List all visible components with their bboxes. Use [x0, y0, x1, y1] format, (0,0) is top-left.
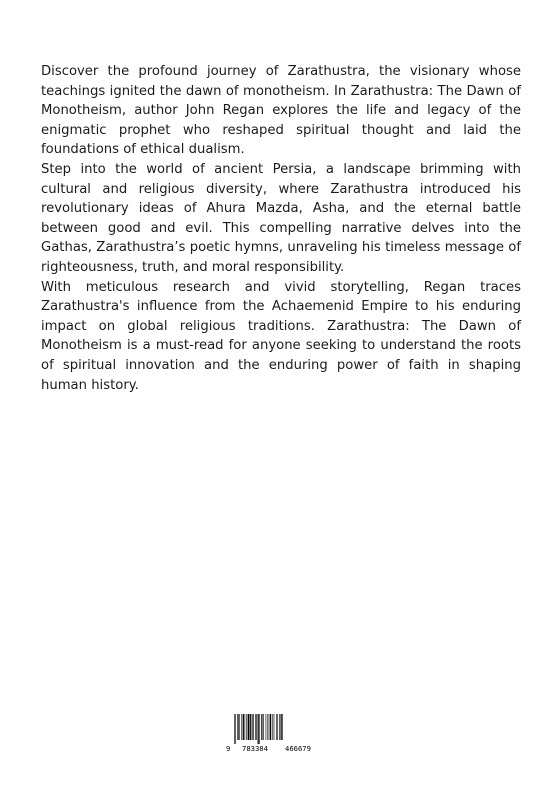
barcode-bar: [281, 714, 282, 740]
barcode-lead-digit: 9: [226, 744, 231, 753]
barcode-bar: [276, 714, 277, 740]
barcode-bar: [234, 714, 235, 744]
barcode-bar: [270, 714, 271, 740]
barcode-bar: [259, 714, 260, 744]
barcode-bar: [269, 714, 270, 740]
barcode-bar: [248, 714, 250, 740]
barcode-bar: [267, 714, 268, 740]
barcode-bar: [238, 714, 239, 740]
barcode-bar: [263, 714, 264, 740]
barcode-bar: [243, 714, 244, 740]
barcode-bar: [253, 714, 254, 740]
blurb-paragraph-1: Discover the profound journey of Zarathustra, the visionary whose teachings ignited the dawn of monotheism. In Zarathustra: The Dawn of Monotheism, author John Regan explores the life and legacy of the enigmatic prophet who reshaped spiritual thought and laid the foundations of ethical dualism.: [41, 64, 521, 158]
blurb-paragraph-3: With meticulous research and vivid storytelling, Regan traces Zarathustra's influence from the Achaemenid Empire to his enduring impact on global religious traditions. Zarathustra: The Dawn of Monotheism is a must-read for anyone seeking to understand the roots of spiritual innovation and the enduring power of faith in shaping human history.: [41, 279, 521, 393]
barcode-bar: [241, 714, 242, 740]
barcode-bar: [252, 714, 253, 740]
barcode-bar: [256, 714, 257, 740]
barcode-bar: [245, 714, 246, 740]
barcode-bar: [272, 714, 273, 740]
barcode-bar: [246, 714, 247, 740]
barcode-bar: [261, 714, 262, 740]
back-cover-blurb: [41, 62, 521, 395]
barcode-graphic: [226, 713, 330, 753]
barcode-bar: [279, 714, 280, 740]
barcode-bar: [274, 714, 275, 740]
barcode-bar: [282, 714, 283, 740]
barcode-left-digits: 783384: [242, 744, 268, 753]
barcode-bar: [277, 714, 278, 740]
barcode-right-digits: 466679: [285, 744, 311, 753]
barcode-bars: [234, 714, 283, 744]
barcode-bar: [258, 714, 259, 744]
barcode-bar: [235, 714, 236, 744]
barcode-bar: [237, 714, 238, 740]
barcode-bar: [250, 714, 251, 740]
barcode-bar: [255, 714, 256, 740]
isbn-barcode: [226, 713, 330, 753]
blurb-paragraph-2: Step into the world of ancient Persia, a landscape brimming with cultural and religious diversity, where Zarathustra introduced his revolutionary ideas of Ahura Mazda, Asha, and the eternal battle between good and evil. This compelling narrative delves into the Gathas, Zarathustra’s poetic hymns, unraveling his timeless message of righteousness, truth, and moral responsibility.: [41, 161, 521, 275]
barcode-bar: [266, 714, 267, 740]
